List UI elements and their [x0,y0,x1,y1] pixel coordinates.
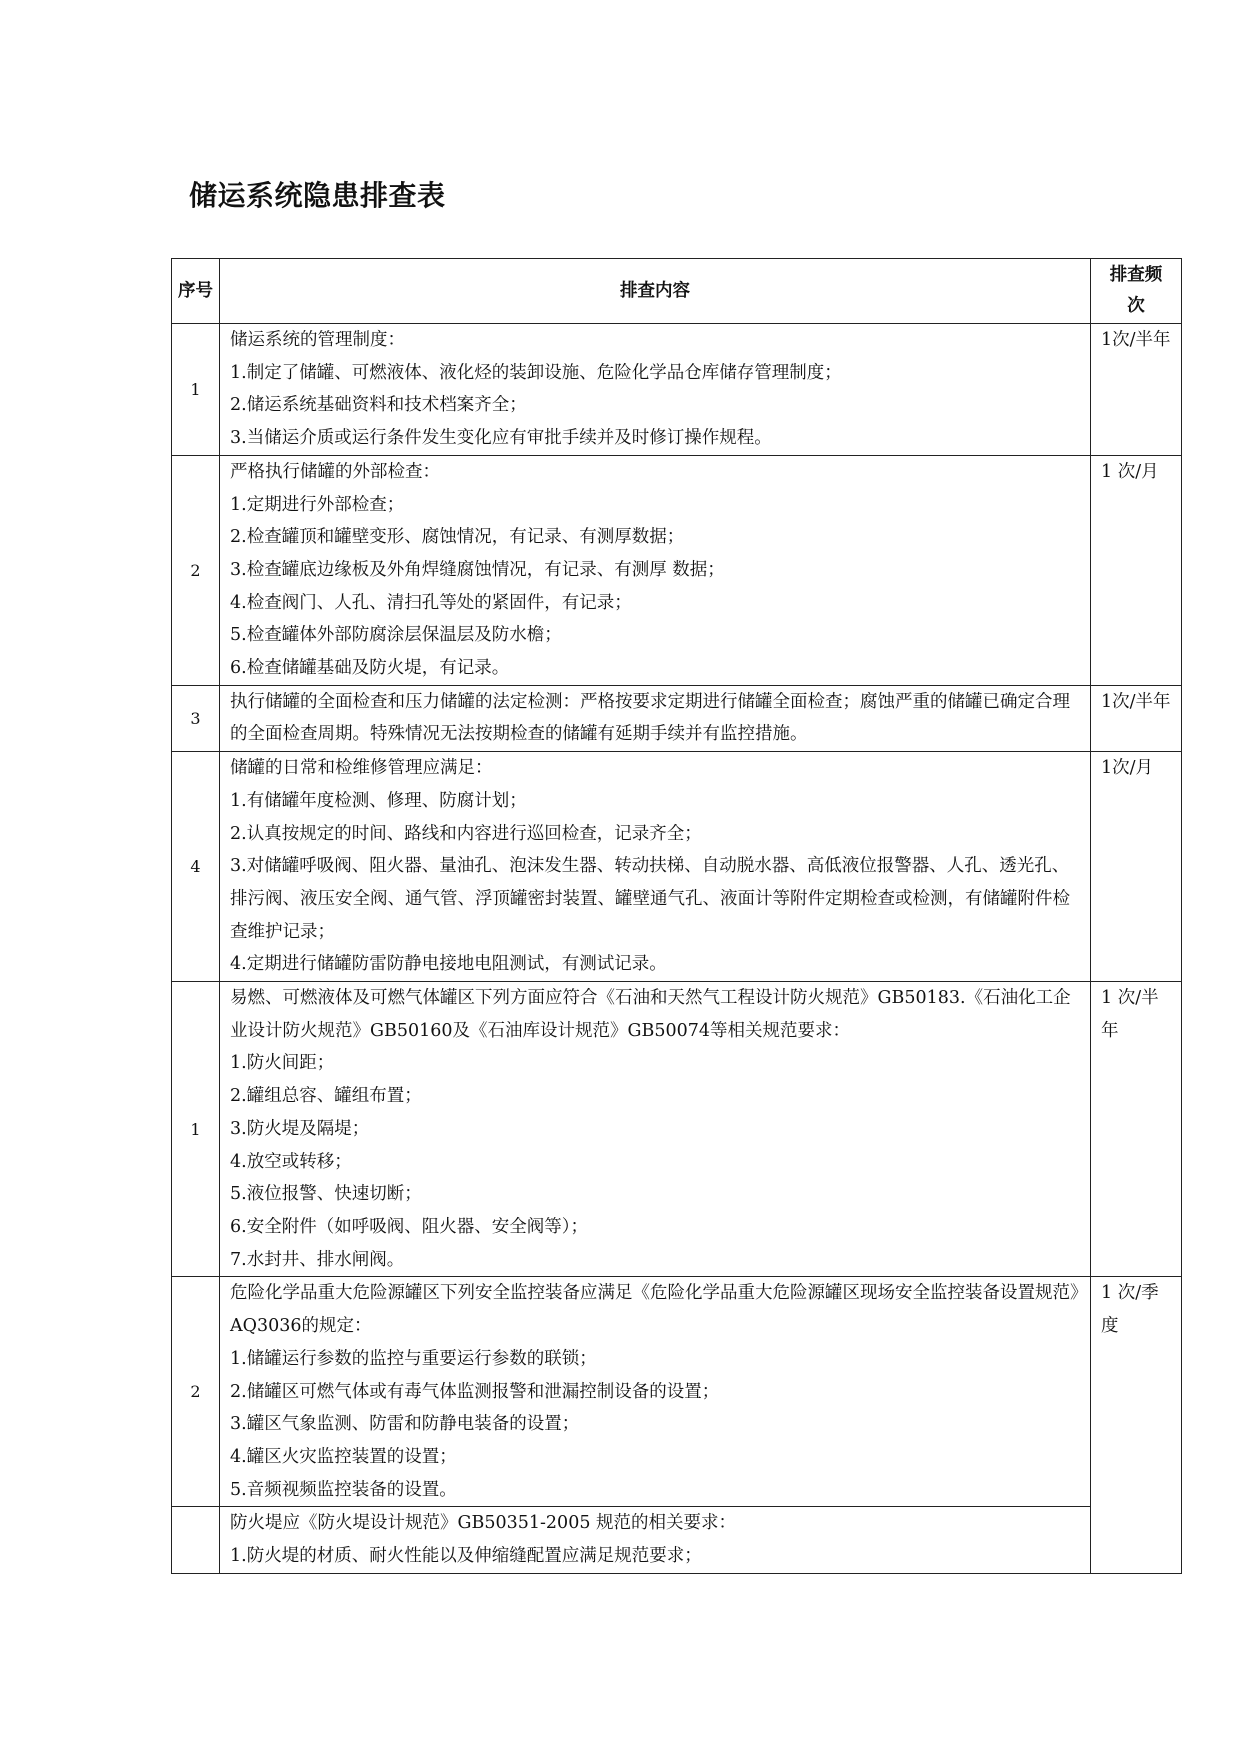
row-number: 3 [172,685,220,751]
content-line: 5.液位报警、快速切断； [230,1184,422,1205]
row-frequency: 1 次/季度 [1091,1277,1182,1573]
content-line: 易燃、可燃液体及可燃气体罐区下列方面应符合《石油和天然气工程设计防火规范》GB50183.《石油化工企业设计防火规范》GB50160及《石油库设计规范》GB50074等相关规范要求： [230,988,1071,1041]
table-row [172,455,1182,685]
row-frequency: 1次/月 [1091,752,1182,982]
row-number: 2 [172,1277,220,1507]
row-content [220,982,1091,1277]
content-line: 防火堤应《防火堤设计规范》GB50351-2005 规范的相关要求： [230,1513,737,1534]
content-line: 2.认真按规定的时间、路线和内容进行巡回检查，记录齐全； [230,823,702,844]
table-row [172,982,1182,1277]
content-line: 2.储运系统基础资料和技术档案齐全； [230,395,527,416]
row-content [220,752,1091,982]
header-no: 序号 [172,259,220,324]
row-number: 2 [172,455,220,685]
content-line: 3.对储罐呼吸阀、阻火器、量油孔、泡沫发生器、转动扶梯、自动脱水器、高低液位报警器、人孔、透光孔、排污阀、液压安全阀、通气管、浮顶罐密封装置、罐壁通气孔、液面计等附件定期检查或检测，有储罐附件检查维护记录； [230,856,1070,942]
row-content [220,324,1091,456]
content-line: 2.检查罐顶和罐壁变形、腐蚀情况，有记录、有测厚数据； [230,527,685,548]
content-line: 3.当储运介质或运行条件发生变化应有审批手续并及时修订操作规程。 [230,428,772,449]
content-line: 4.定期进行储罐防雷防静电接地电阻测试，有测试记录。 [230,954,667,975]
content-line: 6.检查储罐基础及防火堤，有记录。 [230,658,510,679]
content-line: 6.安全附件（如呼吸阀、阻火器、安全阀等）； [230,1216,588,1237]
row-number [172,1507,220,1573]
content-line: 5.检查罐体外部防腐涂层保温层及防水檐； [230,625,562,646]
row-frequency: 1 次/月 [1091,455,1182,685]
content-line: 3.罐区气象监测、防雷和防静电装备的设置； [230,1414,580,1435]
row-frequency: 1次/半年 [1091,324,1182,456]
header-frequency: 排查频次 [1091,259,1182,324]
content-line: 5.音频视频监控装备的设置。 [230,1479,457,1500]
table-row [172,1507,1182,1573]
content-line: 4.罐区火灾监控装置的设置； [230,1446,457,1467]
content-line: 1.有储罐年度检测、修理、防腐计划； [230,790,527,811]
table-row [172,324,1182,456]
table-row [172,685,1182,751]
content-line: 执行储罐的全面检查和压力储罐的法定检测：严格按要求定期进行储罐全面检查；腐蚀严重的储罐已确定合理的全面检查周期。特殊情况无法按期检查的储罐有延期手续并有监控措施。 [230,691,1070,745]
content-line: 1.储罐运行参数的监控与重要运行参数的联锁； [230,1348,597,1369]
row-number: 1 [172,324,220,456]
row-frequency: 1次/半年 [1091,685,1182,751]
content-line: 1.制定了储罐、可燃液体、液化烃的装卸设施、危险化学品仓库储存管理制度； [230,362,842,383]
row-content [220,455,1091,685]
table-row [172,752,1182,982]
content-line: 储运系统的管理制度： [230,330,405,350]
row-number: 4 [172,752,220,982]
row-content [220,1507,1091,1573]
row-number: 1 [172,982,220,1277]
content-line: 1.防火间距； [230,1053,335,1074]
header-content: 排查内容 [220,259,1091,324]
row-content [220,1277,1091,1507]
content-line: 7.水封井、排水闸阀。 [230,1249,405,1270]
content-line: 危险化学品重大危险源罐区下列安全监控装备应满足《危险化学品重大危险源罐区现场安全监控装备设置规范》AQ3036的规定： [230,1283,1079,1337]
content-line: 2.储罐区可燃气体或有毒气体监测报警和泄漏控制设备的设置； [230,1381,720,1402]
content-line: 2.罐组总容、罐组布置； [230,1086,422,1107]
content-line: 1.定期进行外部检查； [230,494,405,515]
content-line: 4.检查阀门、人孔、清扫孔等处的紧固件，有记录； [230,592,632,613]
content-line: 1.防火堤的材质、耐火性能以及伸缩缝配置应满足规范要求； [230,1546,702,1567]
content-line: 3.检查罐底边缘板及外角焊缝腐蚀情况，有记录、有测厚 数据； [230,559,725,580]
content-line: 严格执行储罐的外部检查： [230,461,440,482]
table-row [172,1277,1182,1507]
page-title: 储运系统隐患排查表 [189,179,446,212]
content-line: 储罐的日常和检维修管理应满足： [230,758,493,779]
row-frequency: 1 次/半年 [1091,982,1182,1277]
row-content [220,685,1091,751]
content-line: 3.防火堤及隔堤； [230,1118,370,1139]
content-line: 4.放空或转移； [230,1151,352,1172]
inspection-table [171,258,1182,1574]
table-header-row [172,259,1182,324]
